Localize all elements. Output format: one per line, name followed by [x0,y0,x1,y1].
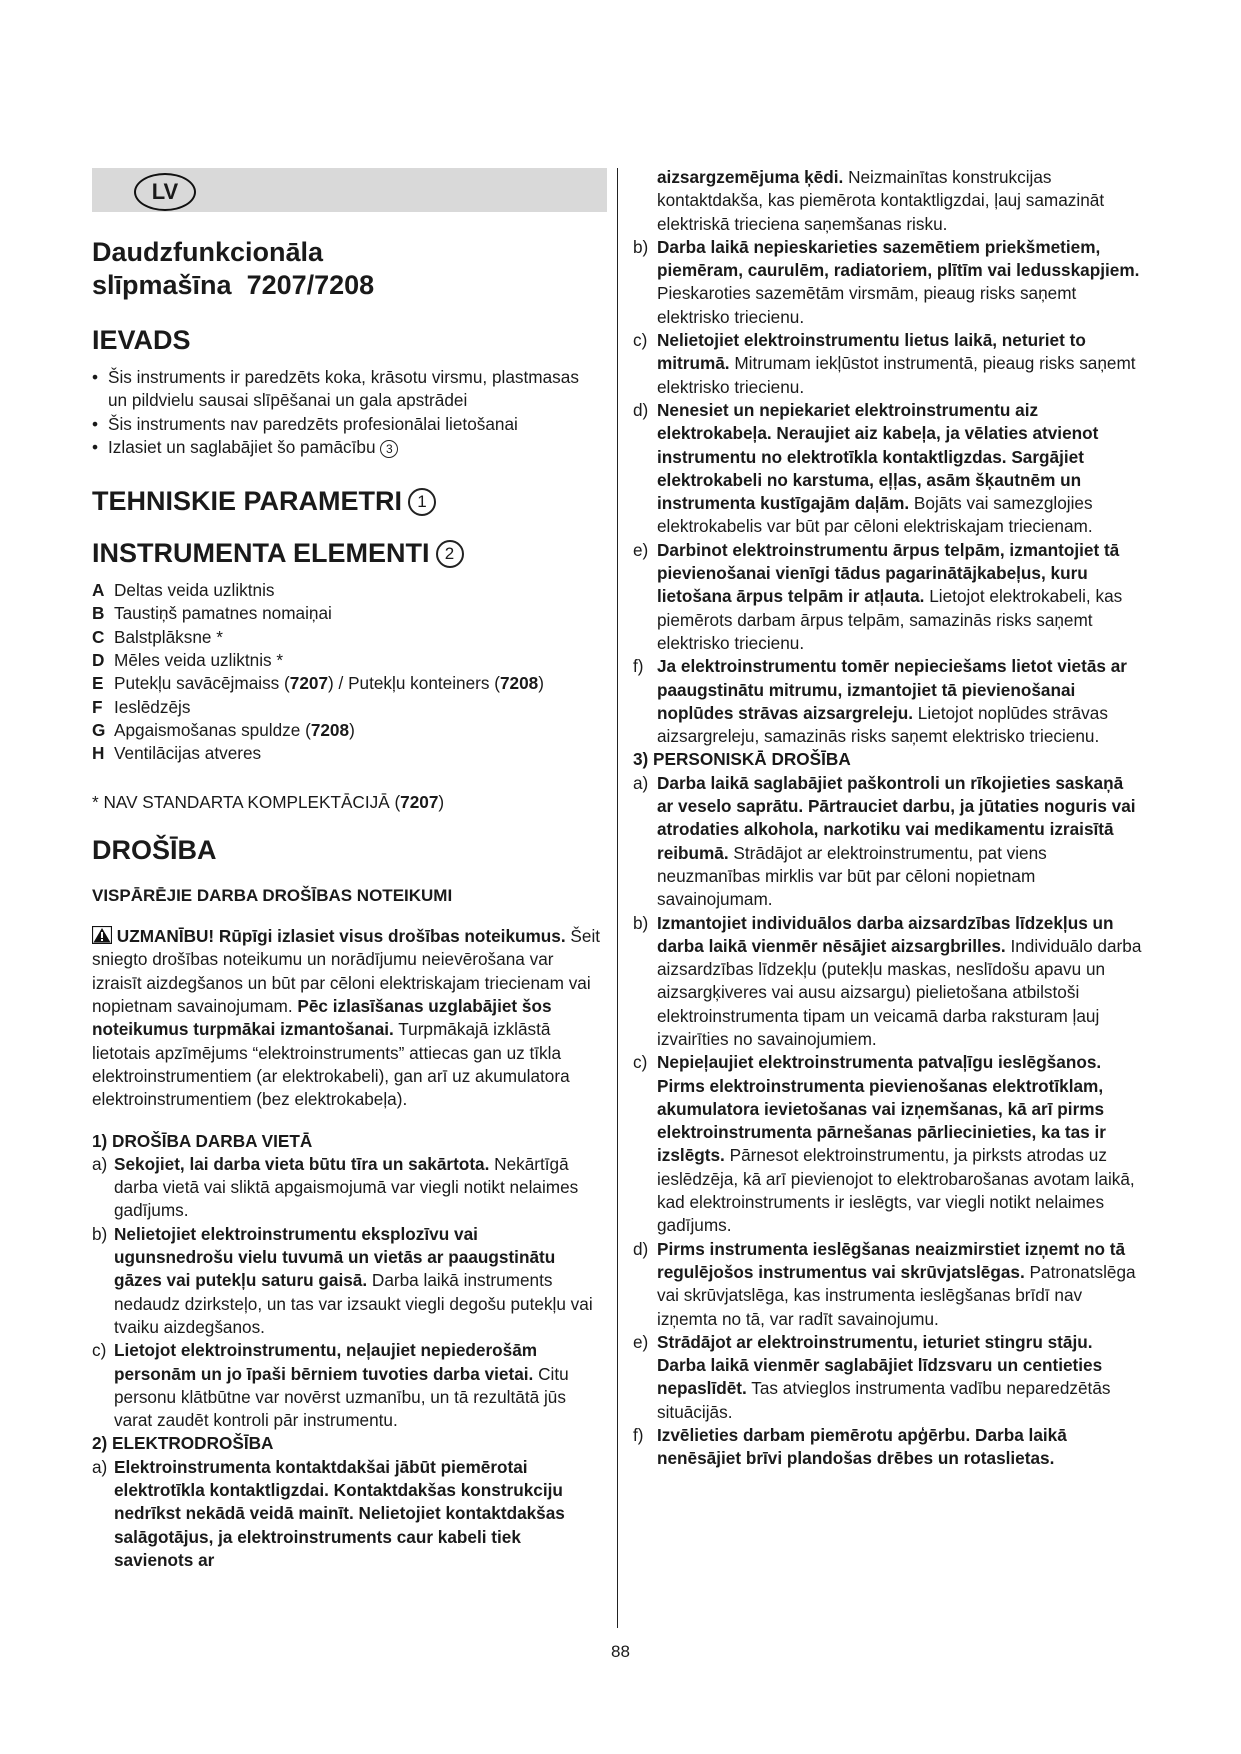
title-line-2: slīpmašīna 7207/7208 [92,270,375,300]
rule-item: f) Ja elektroinstrumentu tomēr nepieciešams lietot vietās ar paaugstinātu mitrumu, izmantojiet tā pievienošanai noplūdes strāvas aizsargreleju. Lietojot noplūdes strāvas aizsargreleju, samazinās risks saņemt elektrisko triecienu. [633,656,1127,747]
figure-ref-3: 3 [380,440,398,458]
element-item: H Ventilācijas atveres [92,743,262,764]
left-column [92,168,602,1572]
rule-item: f) Izvēlieties darbam piemērotu apģērbu. Darba laikā nenēsājiet brīvi plandošas drēbes un rotaslietas. [633,1425,1067,1469]
page-number: 88 [611,1642,630,1661]
rule-item: d) Pirms instrumenta ieslēgšanas neaizmirstiet izņemt no tā regulējošos instrumentus vai skrūvjatslēgas. Patronatslēga vai skrūvjatslēga, kas instrumenta ieslēgšanas brīdī nav izņemta no tā, var radīt savainojumu. [633,1238,1136,1329]
rule-item: b) Nelietojiet elektroinstrumentu eksplozīvu vai ugunsnedrošu vielu tuvumā un vietās ar paaugstinātu gāzes vai putekļu saturu gaisā. Darba laikā instruments nedaudz dzirksteļo, un tas var izsaukt viegli degošu putekļu vai tvaiku aizdegšanos. [92,1223,593,1337]
warning-icon [92,926,112,944]
intro-item: • Šis instruments nav paredzēts profesionālai lietošanai [92,413,602,436]
element-item: D Mēles veida uzliktnis * [92,650,284,671]
document-title [92,236,602,302]
drosiba-heading: DROŠĪBA [92,834,217,865]
element-item: C Balstplāksne * [92,626,223,647]
rule-item: b) Izmantojiet individuālos darba aizsardzības līdzekļus un darba laikā vienmēr nēsājiet aizsargbrilles. Individuālo darba aizsardzības līdzekļu (putekļu maskas, neslīdošu apavu un aizsargķiveres vai ausu aizsargu) pielietošana atbilstoši elektroinstrumenta tipam un veicamā darba raksturam ļauj izvairīties no savainojumiem. [633,912,1142,1049]
standard-kit-note: * NAV STANDARTA KOMPLEKTĀCIJĀ (7207) [92,791,445,812]
figure-ref-1: 1 [408,488,436,516]
elements-list [92,579,602,765]
language-badge: LV [134,173,196,211]
general-rules-heading: VISPĀRĒJIE DARBA DROŠĪBAS NOTEIKUMI [92,885,453,905]
rule-item: a) Darba laikā saglabājiet paškontroli un rīkojieties saskaņā ar veselo saprātu. Pārtrauciet darbu, ja jūtaties noguris vai atrodaties alkohola, narkotiku vai medikamentu izraisītā reibumā. Strādājot ar elektroinstrumentu, pat viens neuzmanības mirklis var būt par cēloni nopietnam savainojumam. [633,772,1136,910]
rule-item: c) Lietojot elektroinstrumentu, neļaujiet nepiederošām personām un jo īpaši bērniem tuvoties darba vietai. Citu personu klātbūtne var novērst uzmanību, un tā rezultātā jūs varat zaudēt kontroli pār instrumentu. [92,1340,569,1431]
intro-list [92,366,602,459]
element-item: G Apgaismošanas spuldze (7208) [92,719,355,740]
column-divider [617,168,618,1628]
section-3-heading: 3) PERSONISKĀ DROŠĪBA [633,749,851,770]
section-1-heading: 1) DROŠĪBA DARBA VIETĀ [92,1130,313,1151]
figure-ref-2: 2 [436,540,464,568]
rule-item: c) Nelietojiet elektroinstrumentu lietus laikā, neturiet to mitrumā. Mitrumam iekļūstot instrumentā, pieaug risks saņemt elektrisko triecienu. [633,330,1136,397]
intro-item: • Šis instruments ir paredzēts koka, krāsotu virsmu, plastmasas un pildvielu sausai slīpēšanai un gala apstrādei [92,366,602,413]
element-item: E Putekļu savācējmaiss (7207) / Putekļu konteiners (7208) [92,673,544,694]
elements-heading: INSTRUMENTA ELEMENTI 2 [92,537,602,569]
rule-item: b) Darba laikā nepieskarieties sazemētiem priekšmetiem, piemēram, caurulēm, radiatoriem, plītīm vai ledusskapjiem. Pieskaroties sazemētām virsmām, pieaug risks saņemt elektrisko triecienu. [633,236,1140,327]
rule-item: e) Darbinot elektroinstrumentu ārpus telpām, izmantojiet tā pievienošanai vienīgi tādus pagarinātājkabeļus, kuru lietošana ārpus telpām ir atļauta. Lietojot elektrokabeli, kas piemērots darbam ārpus telpām, samazinās risks saņemt elektrisko triecienu. [633,539,1123,653]
title-line-1: Daudzfunkcionāla [92,237,324,267]
warning-paragraph: UZMANĪBU! Rūpīgi izlasiet visus drošības noteikumus. Šeit sniegto drošības noteikumu un norādījumu neievērošana var izraisīt aizdegšanos un būt par cēloni elektriskajam triecienam vai nopietnam savainojumam. Pēc izlasīšanas uzglabājiet šos noteikumus turpmākai izmantošanai. Turpmākajā izklāstā lietotais apzīmējums “elektroinstruments” attiecas gan uz tīkla elektroinstrumentiem (ar elektrokabeli), gan arī uz akumulatora elektroinstrumentiem (bez elektrokabeļa). [92,926,601,1110]
element-item: F Ieslēdzējs [92,696,191,717]
section-2-heading: 2) ELEKTRODROŠĪBA [92,1433,274,1454]
intro-item: • Izlasiet un saglabājiet šo pamācību 3 [92,436,602,459]
element-item: A Deltas veida uzliktnis [92,580,275,601]
language-bar [92,168,607,212]
rule-item-continued: aizsargzemējuma ķēdi. Neizmainītas konstrukcijas kontaktdakša, kas piemērota kontaktligzdai, ļauj samazināt elektriskā trieciena saņemšanas risku. [657,167,1105,234]
rule-item: e) Strādājot ar elektroinstrumentu, ieturiet stingru stāju. Darba laikā vienmēr saglabājiet līdzsvaru un centieties nepaslīdēt. Tas atvieglos instrumenta vadību neparedzētās situācijās. [633,1331,1111,1422]
element-item: B Taustiņš pamatnes nomaiņai [92,603,332,624]
tech-heading: TEHNISKIE PARAMETRI 1 [92,485,602,517]
rule-item: a) Elektroinstrumenta kontaktdakšai jābūt piemērotai elektrotīkla kontaktligzdai. Kontaktdakšas konstrukciju nedrīkst nekādā veidā mainīt. Nelietojiet kontaktdakšas salāgotājus, ja elektroinstruments caur kabeli tiek savienots ar [92,1456,565,1570]
ievads-heading: IEVADS [92,325,191,355]
rule-item: a) Sekojiet, lai darba vieta būtu tīra un sakārtota. Nekārtīgā darba vietā vai sliktā apgaismojumā var viegli notikt nelaimes gadījums. [92,1153,579,1221]
right-column [633,166,1143,1471]
rule-item: d) Nenesiet un nepiekariet elektroinstrumentu aiz elektrokabeļa. Neraujiet aiz kabeļa, ja vēlaties atvienot instrumentu no elektrotīkla kontaktligzdas. Sargājiet elektrokabeli no karstuma, eļļas, asām šķautnēm un instrumenta kustīgajām daļām. Bojāts vai samezglojies elektrokabelis var būt par cēloni elektriskajam triecienam. [633,399,1099,537]
rule-item: c) Nepieļaujiet elektroinstrumenta patvaļīgu ieslēgšanos. Pirms elektroinstrumenta pievienošanas elektrotīklam, akumulatora ievietošanas vai izņemšanas, kā arī pirms elektroinstrumenta pārnešanas pārliecinieties, ka tas ir izslēgts. Pārnesot elektroinstrumentu, ja pirksts atrodas uz ieslēdzēja, kā arī pievienojot to elektrobarošanas avotam laikā, kad elektroinstruments ir ieslēgts, var viegli notikt nelaimes gadījums. [633,1052,1135,1236]
